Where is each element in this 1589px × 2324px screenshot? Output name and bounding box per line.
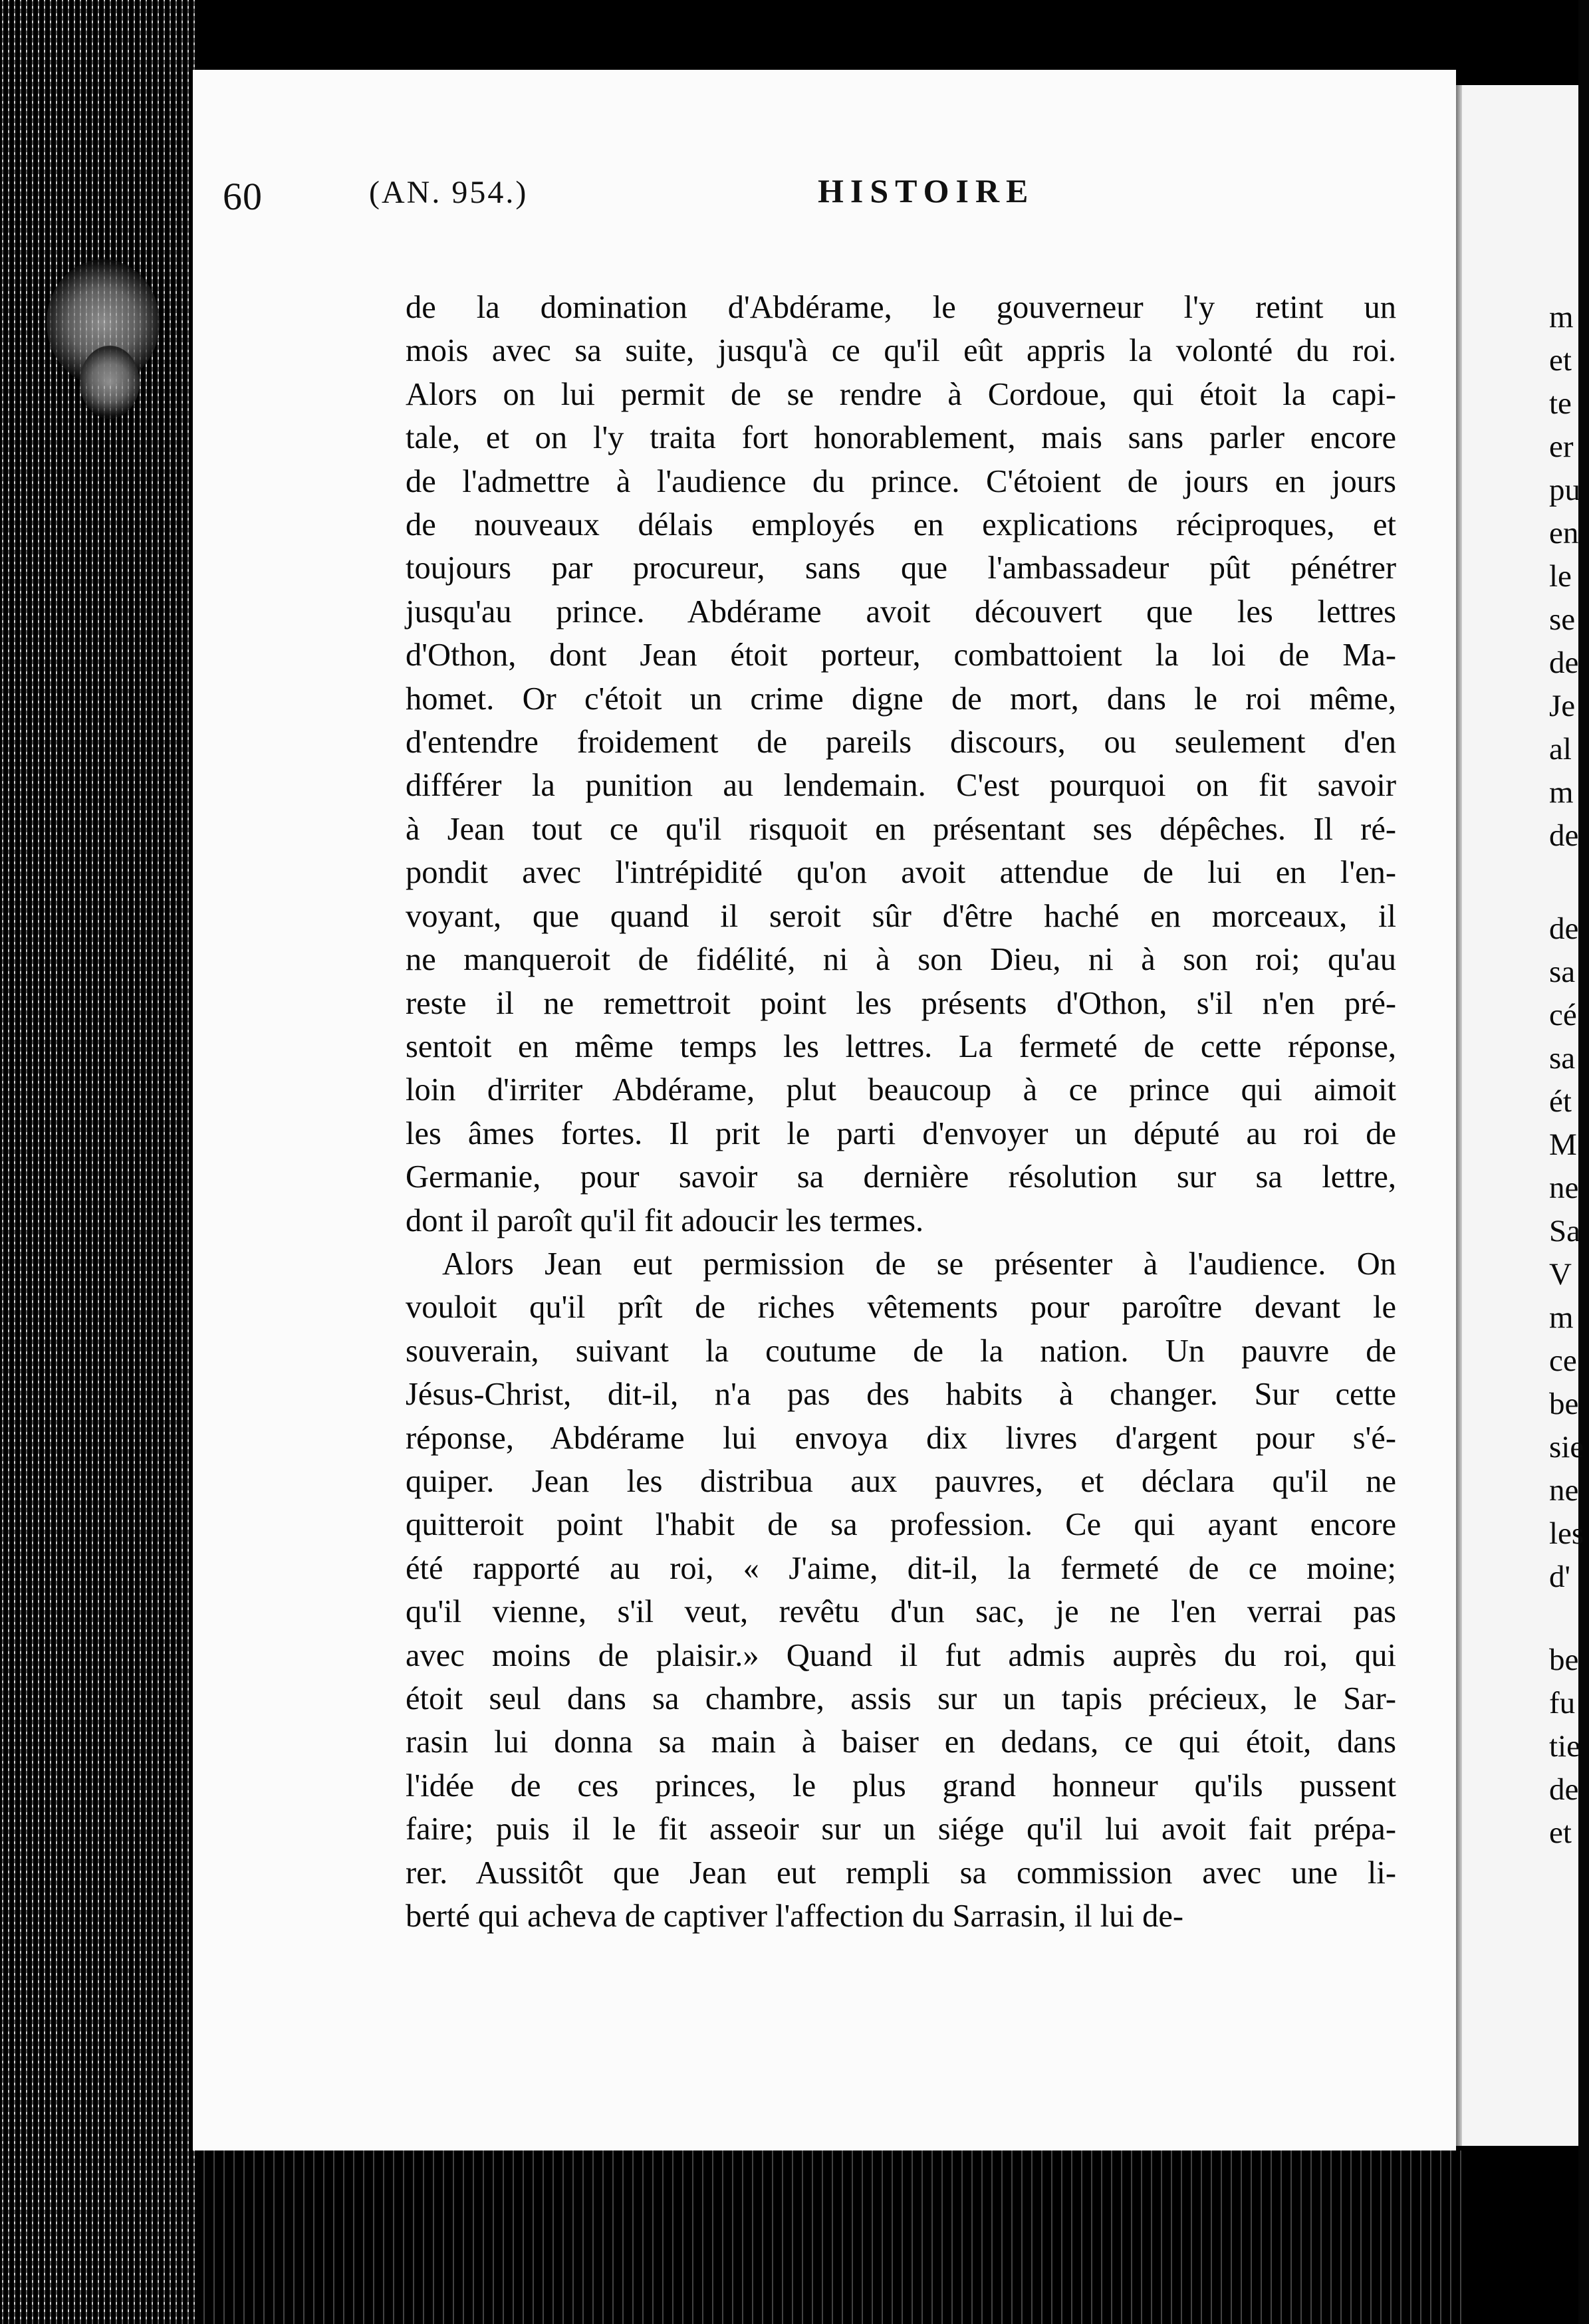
text-line: tale, et on l'y traita fort honorablement, mais sans parler encore <box>406 420 1396 456</box>
adjacent-page-fragment: sa <box>1549 1041 1576 1076</box>
adjacent-page-fragment: Je <box>1549 689 1576 723</box>
adjacent-page-fragment: le <box>1549 559 1572 594</box>
text-line: jusqu'au prince. Abdérame avoit découvert que les lettres <box>406 594 1396 630</box>
adjacent-page-fragment: M <box>1549 1127 1577 1162</box>
ink-stain <box>80 346 140 419</box>
text-line: berté qui acheva de captiver l'affection du Sarrasin, il lui de- <box>406 1899 1184 1934</box>
year-label: (AN. 954.) <box>369 175 529 210</box>
adjacent-page-fragment: et <box>1549 1815 1572 1850</box>
text-line: souverain, suivant la coutume de la nation. Un pauvre de <box>406 1333 1396 1369</box>
text-line: Jésus-Christ, dit-il, n'a pas des habits à changer. Sur cette <box>406 1377 1396 1413</box>
adjacent-page-fragment: ne <box>1549 1171 1579 1205</box>
adjacent-page-fragment: tie <box>1549 1729 1580 1764</box>
adjacent-page-fragment: les <box>1549 1516 1584 1551</box>
adjacent-page-fragment: ce <box>1549 1343 1577 1378</box>
adjacent-page-fragment: de <box>1549 1772 1579 1807</box>
adjacent-page-fragment: d' <box>1549 1560 1570 1594</box>
adjacent-page-fragment: se <box>1549 602 1576 637</box>
text-line: l'idée de ces princes, le plus grand honneur qu'ils pussent <box>406 1768 1396 1803</box>
text-line: homet. Or c'étoit un crime digne de mort, dans le roi même, <box>406 681 1396 717</box>
text-line: rasin lui donna sa main à baiser en dedans, ce qui étoit, dans <box>406 1724 1396 1760</box>
text-line: dont il paroît qu'il fit adoucir les termes. <box>406 1203 924 1238</box>
text-line: de la domination d'Abdérame, le gouverneur l'y retint un <box>406 290 1396 325</box>
text-line: mois avec sa suite, jusqu'à ce qu'il eût appris la volonté du roi. <box>406 333 1396 369</box>
adjacent-page-fragment: m <box>1549 300 1574 334</box>
adjacent-page-fragment: al <box>1549 732 1572 766</box>
gutter-shadow <box>1453 0 1578 85</box>
text-line: voyant, que quand il seroit sûr d'être haché en morceaux, il <box>406 898 1396 934</box>
text-line: de l'admettre à l'audience du prince. C'étoient de jours en jours <box>406 463 1396 499</box>
adjacent-page-fragment: te <box>1549 386 1572 421</box>
adjacent-page-fragment: ne <box>1549 1473 1579 1508</box>
text-line: faire; puis il le fit asseoir sur un siége qu'il lui avoit fait prépa- <box>406 1811 1396 1847</box>
text-line: les âmes fortes. Il prit le parti d'envoyer un député au roi de <box>406 1115 1396 1151</box>
text-line: avec moins de plaisir.» Quand il fut admis auprès du roi, qui <box>406 1637 1396 1673</box>
text-line: été rapporté au roi, « J'aime, dit-il, la fermeté de ce moine; <box>406 1550 1396 1586</box>
adjacent-page-fragment: de <box>1549 911 1579 946</box>
adjacent-page-fragment: m <box>1549 775 1574 810</box>
running-title: HISTOIRE <box>818 172 1035 209</box>
text-line: reste il ne remettroit point les présents d'Othon, s'il n'en pré- <box>406 985 1396 1021</box>
text-line: ne manqueroit de fidélité, ni à son Dieu, ni à son roi; qu'au <box>406 942 1396 978</box>
text-line: toujours par procureur, sans que l'ambassadeur pût pénétrer <box>406 550 1396 586</box>
adjacent-page-fragment: et <box>1549 343 1572 378</box>
text-line: sentoit en même temps les lettres. La fermeté de cette réponse, <box>406 1028 1396 1064</box>
text-line: pondit avec l'intrépidité qu'on avoit attendue de lui en l'en- <box>406 855 1396 891</box>
adjacent-page-fragment: en <box>1549 516 1579 550</box>
adjacent-page-fragment: sie <box>1549 1430 1584 1464</box>
text-line: vouloit qu'il prît de riches vêtements pour paroître devant le <box>406 1290 1396 1326</box>
text-line: de nouveaux délais employés en explications réciproques, et <box>406 507 1396 543</box>
adjacent-page-fragment: sa <box>1549 955 1576 989</box>
text-line: à Jean tout ce qu'il risquoit en présentant ses dépêches. Il ré- <box>406 811 1396 847</box>
text-line: Alors Jean eut permission de se présenter à l'audience. On <box>442 1246 1396 1282</box>
text-line: Germanie, pour savoir sa dernière résolution sur sa lettre, <box>406 1159 1396 1195</box>
text-line: d'Othon, dont Jean étoit porteur, combattoient la loi de Ma- <box>406 638 1396 673</box>
adjacent-page-fragment: m <box>1549 1300 1574 1335</box>
adjacent-page-fragment: fu <box>1549 1686 1576 1720</box>
adjacent-page-fragment: er <box>1549 429 1574 464</box>
adjacent-page-fragment: ét <box>1549 1084 1572 1119</box>
bottom-scan-noise <box>199 2150 1463 2324</box>
text-line: rer. Aussitôt que Jean eut rempli sa commission avec une li- <box>406 1855 1396 1891</box>
left-page-edge <box>0 0 199 2324</box>
text-line: quiper. Jean les distribua aux pauvres, et déclara qu'il ne <box>406 1463 1396 1499</box>
adjacent-page-fragment: de <box>1549 818 1579 853</box>
text-line: qu'il vienne, s'il veut, revêtu d'un sac, je ne l'en verrai pas <box>406 1594 1396 1630</box>
page-number: 60 <box>223 175 263 218</box>
text-line: étoit seul dans sa chambre, assis sur un tapis précieux, le Sar- <box>406 1681 1396 1716</box>
text-line: quitteroit point l'habit de sa profession. Ce qui ayant encore <box>406 1507 1396 1543</box>
adjacent-page-fragment: pu <box>1549 473 1580 507</box>
adjacent-page-fragment: Sa <box>1549 1214 1580 1248</box>
adjacent-page-fragment: de <box>1549 645 1579 680</box>
text-line: différer la punition au lendemain. C'est pourquoi on fit savoir <box>406 768 1396 804</box>
text-line: réponse, Abdérame lui envoya dix livres d'argent pour s'é- <box>406 1420 1396 1456</box>
adjacent-page-fragment: be <box>1549 1643 1579 1677</box>
adjacent-page-fragment: be <box>1549 1387 1579 1421</box>
text-line: loin d'irriter Abdérame, plut beaucoup à ce prince qui aimoit <box>406 1072 1396 1108</box>
adjacent-page-fragment: V <box>1549 1257 1572 1292</box>
text-line: Alors on lui permit de se rendre à Cordoue, qui étoit la capi- <box>406 376 1396 412</box>
body-text <box>406 286 1396 1938</box>
text-line: d'entendre froidement de pareils discours, ou seulement d'en <box>406 725 1396 760</box>
adjacent-page-fragment: cé <box>1549 998 1577 1032</box>
